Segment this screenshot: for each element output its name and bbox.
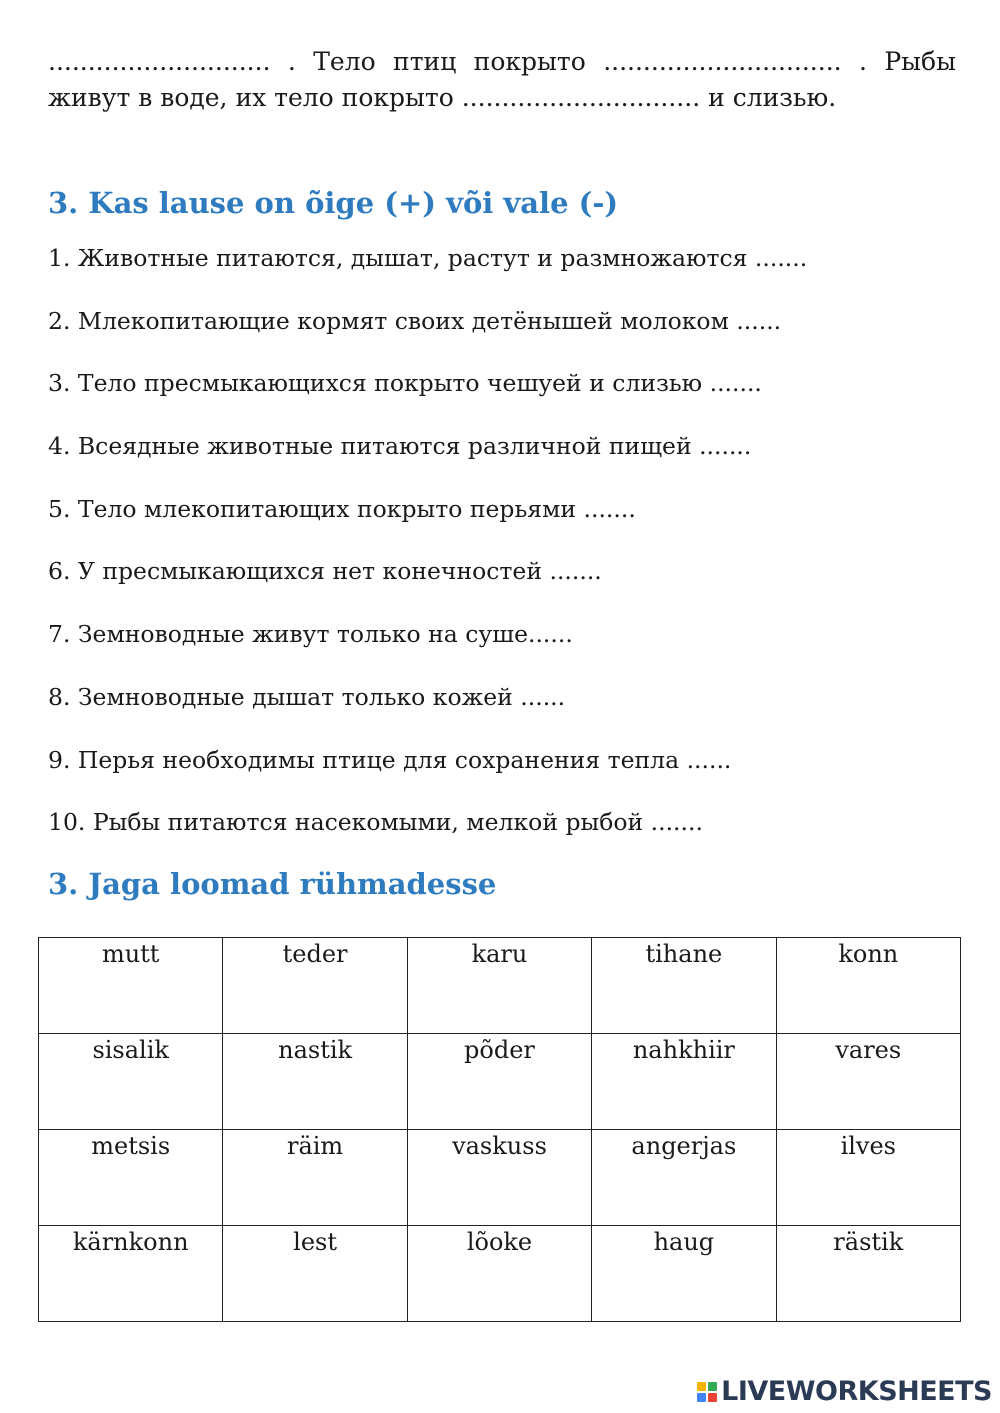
statement-item: 4. Всеядные животные питаются различной пищей ....... [48, 432, 752, 461]
statement-item: 1. Животные питаются, дышат, растут и размножаются ....... [48, 244, 808, 272]
statement-list [48, 240, 807, 867]
statement-item: 8. Земноводные дышат только кожей ...... [48, 682, 566, 711]
table-cell[interactable]: põder [407, 1034, 591, 1130]
table-cell[interactable]: teder [223, 938, 407, 1034]
table-row [39, 1226, 961, 1322]
table-cell[interactable]: lest [223, 1226, 407, 1322]
liveworksheets-logo[interactable] [697, 1376, 992, 1407]
animal-table [38, 937, 961, 1322]
intro-paragraph: ............................ . Тело птиц покрыто .............................. . Рыбы живут в воде, их тело покрыто .............................. и слизью. [48, 47, 956, 112]
statement-item: 6. У пресмыкающихся нет конечностей ....... [48, 557, 602, 586]
logo-square [708, 1393, 717, 1402]
statement-item: 7. Земноводные живут только на суше...... [48, 620, 573, 649]
table-cell[interactable]: vares [776, 1034, 960, 1130]
table-cell[interactable]: haug [592, 1226, 776, 1322]
table-row [39, 1130, 961, 1226]
table-cell[interactable]: sisalik [39, 1034, 223, 1130]
table-cell[interactable]: tihane [592, 938, 776, 1034]
logo-square [697, 1393, 706, 1402]
table-cell[interactable]: räim [223, 1130, 407, 1226]
table-cell[interactable]: ilves [776, 1130, 960, 1226]
table-cell[interactable]: kärnkonn [39, 1226, 223, 1322]
logo-text: LIVEWORKSHEETS [721, 1376, 992, 1407]
logo-square [708, 1382, 717, 1391]
statement-item: 5. Тело млекопитающих покрыто перьями ....... [48, 494, 636, 523]
section-heading-groups: 3. Jaga loomad rühmadesse [48, 867, 497, 901]
table-cell[interactable]: lõoke [407, 1226, 591, 1322]
table-cell[interactable]: mutt [39, 938, 223, 1034]
statement-item: 10. Рыбы питаются насекомыми, мелкой рыбой ....... [48, 808, 703, 837]
table-cell[interactable]: metsis [39, 1130, 223, 1226]
logo-square [697, 1382, 706, 1391]
table-cell[interactable]: angerjas [592, 1130, 776, 1226]
table-cell[interactable]: vaskuss [407, 1130, 591, 1226]
statement-item: 2. Млекопитающие кормят своих детёнышей молоком ...... [48, 306, 782, 335]
statement-item: 9. Перья необходимы птице для сохранения тепла ...... [48, 745, 732, 774]
liveworksheets-logo-icon [697, 1382, 717, 1402]
table-cell[interactable]: nastik [223, 1034, 407, 1130]
table-cell[interactable]: rästik [776, 1226, 960, 1322]
table-row [39, 938, 961, 1034]
table-cell[interactable]: konn [776, 938, 960, 1034]
section-heading-true-false: 3. Kas lause on õige (+) või vale (-) [48, 186, 619, 220]
statement-item: 3. Тело пресмыкающихся покрыто чешуей и слизью ....... [48, 369, 762, 398]
table-row [39, 1034, 961, 1130]
table-cell[interactable]: karu [407, 938, 591, 1034]
table-cell[interactable]: nahkhiir [592, 1034, 776, 1130]
